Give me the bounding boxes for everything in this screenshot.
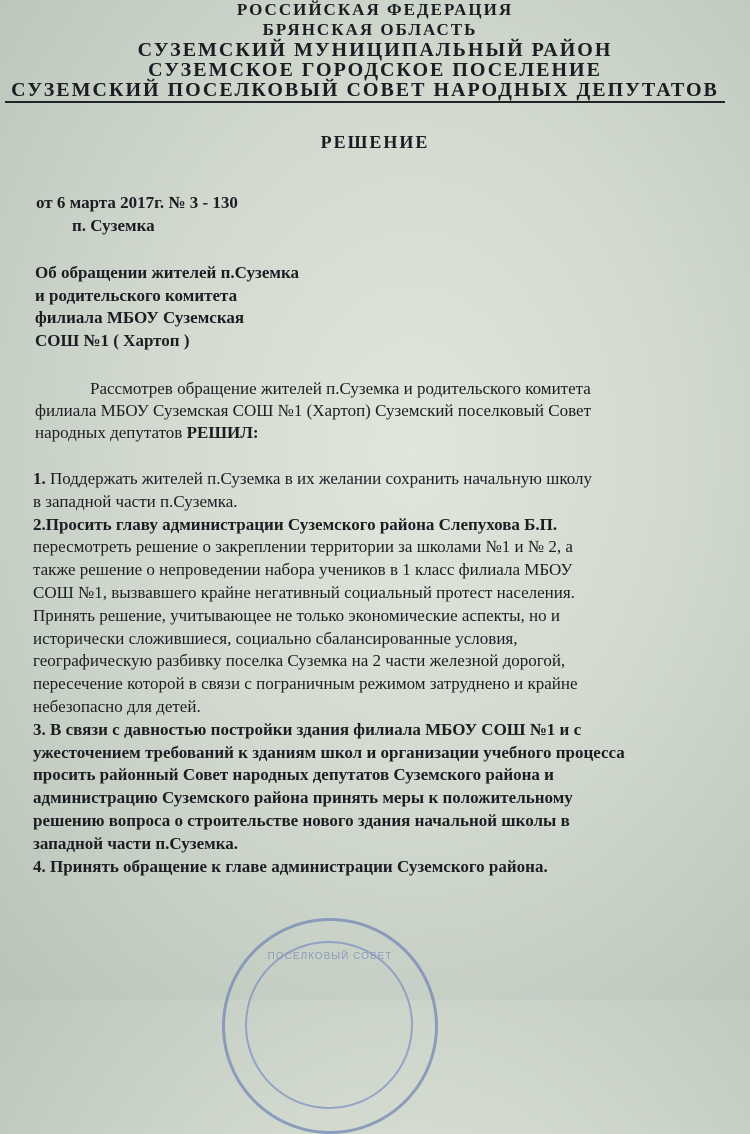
item-2-line: СОШ №1, вызвавшего крайне негативный социальный протест населения. bbox=[33, 582, 575, 602]
item-2-line: пересечение которой в связи с пограничным режимом затруднено и крайне bbox=[33, 674, 578, 694]
intro-line: филиала МБОУ Суземская СОШ №1 (Хартоп) Суземский поселковый Совет bbox=[35, 401, 592, 420]
item-3 bbox=[33, 719, 733, 742]
intro-line bbox=[35, 422, 725, 444]
subject-line: и родительского комитета bbox=[35, 285, 238, 305]
document-subject bbox=[35, 262, 299, 352]
official-stamp bbox=[222, 918, 438, 1134]
header-country: РОССИЙСКАЯ ФЕДЕРАЦИЯ bbox=[236, 0, 514, 19]
item-2-line: географическую разбивку поселка Суземка на 2 части железной дорогой, bbox=[33, 651, 566, 671]
item-text: Принять обращение к главе администрации Суземского района. bbox=[45, 856, 548, 876]
item-1-line: в западной части п.Суземка. bbox=[33, 491, 238, 511]
item-4 bbox=[33, 856, 733, 879]
item-number: 2. bbox=[33, 514, 46, 534]
item-text: Поддержать жителей п.Суземка в их желании сохранить начальную школу bbox=[45, 469, 592, 488]
item-2-line: пересмотреть решение о закреплении территории за школами №1 и № 2, а bbox=[33, 537, 573, 557]
item-1 bbox=[33, 468, 733, 491]
item-3-line: ужесточением требований к зданиям школ и организации учебного процесса bbox=[33, 742, 625, 762]
intro-line: Рассмотрев обращение жителей п.Суземка и родительского комитета bbox=[90, 379, 591, 398]
subject-line: Об обращении жителей п.Суземка bbox=[35, 263, 299, 282]
item-text: Просить главу администрации Суземского района Слепухова Б.П. bbox=[45, 514, 558, 534]
subject-line: филиала МБОУ Суземская bbox=[35, 308, 245, 327]
item-2-line: исторически сложившиеся, социально сбалансированные условия, bbox=[33, 628, 518, 648]
item-3-line: администрацию Суземского района принять меры к положительному bbox=[33, 788, 573, 808]
header-settlement: СУЗЕМСКОЕ ГОРОДСКОЕ ПОСЕЛЕНИЕ bbox=[148, 59, 602, 81]
stamp-text: ПОСЕЛКОВЫЙ СОВЕТ bbox=[267, 951, 393, 962]
intro-paragraph bbox=[35, 378, 725, 444]
document-place: п. Суземка bbox=[72, 216, 155, 235]
stamp-inner-ring bbox=[245, 941, 413, 1109]
header-council: СУЗЕМСКИЙ ПОСЕЛКОВЫЙ СОВЕТ НАРОДНЫХ ДЕПУТАТОВ bbox=[5, 80, 725, 103]
item-text: В связи с давностью постройки здания филиала МБОУ СОШ №1 и с bbox=[45, 719, 582, 739]
item-number: 1. bbox=[33, 469, 46, 488]
item-2 bbox=[33, 514, 733, 537]
resolution-items bbox=[33, 468, 733, 878]
header-region: БРЯНСКАЯ ОБЛАСТЬ bbox=[262, 20, 478, 39]
item-3-line: просить районный Совет народных депутатов Суземского района и bbox=[33, 765, 554, 785]
intro-text: народных депутатов bbox=[35, 423, 187, 442]
item-number: 3. bbox=[33, 719, 46, 739]
subject-line: СОШ №1 ( Хартоп ) bbox=[35, 330, 190, 350]
document-header bbox=[0, 0, 750, 103]
header-district: СУЗЕМСКИЙ МУНИЦИПАЛЬНЫЙ РАЙОН bbox=[137, 39, 613, 61]
document-title: РЕШЕНИЕ bbox=[320, 132, 430, 152]
document-date: от 6 марта 2017г. № 3 - 130 bbox=[36, 193, 238, 212]
item-2-line: Принять решение, учитывающее не только экономические аспекты, но и bbox=[33, 605, 560, 625]
item-number: 4. bbox=[33, 856, 46, 876]
item-3-line: решению вопроса о строительстве нового здания начальной школы в bbox=[33, 810, 570, 830]
item-2-line: небезопасно для детей. bbox=[33, 696, 201, 716]
item-2-line: также решение о непроведении набора учеников в 1 класс филиала МБОУ bbox=[33, 560, 573, 580]
item-3-line: западной части п.Суземка. bbox=[33, 833, 239, 853]
resolved-word: РЕШИЛ: bbox=[186, 423, 259, 442]
